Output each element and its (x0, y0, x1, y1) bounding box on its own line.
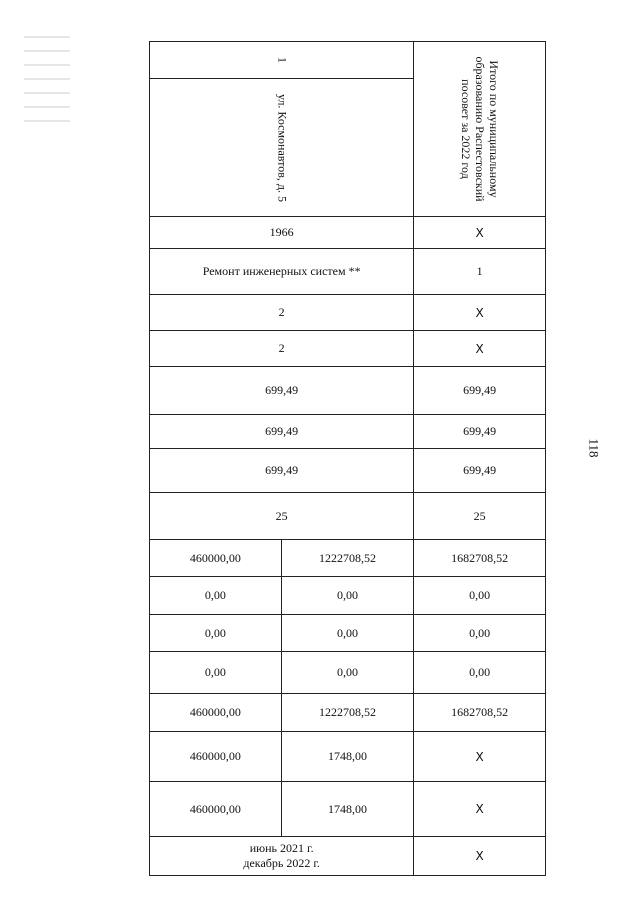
table-row (150, 449, 546, 493)
table-row (150, 493, 546, 540)
table-cell: X (414, 732, 546, 782)
table-row (150, 331, 546, 367)
address-cell (150, 79, 414, 217)
table-cell: X (414, 217, 546, 249)
table-cell: 25 (414, 493, 546, 540)
table-cell: 0,00 (414, 577, 546, 615)
table-cell: 0,00 (414, 652, 546, 694)
table-cell: 2 (150, 331, 414, 367)
table-row (150, 415, 546, 449)
table-cell: 699,49 (414, 449, 546, 493)
table-cell: 0,00 (150, 577, 282, 615)
table-row (150, 837, 546, 876)
table-cell: 699,49 (150, 415, 414, 449)
table-row (150, 652, 546, 694)
table-cell: X (414, 331, 546, 367)
table-cell: 0,00 (414, 615, 546, 652)
table-cell: 0,00 (281, 577, 414, 615)
table-row (150, 540, 546, 577)
table-cell: 0,00 (281, 652, 414, 694)
table-cell: 1682708,52 (414, 694, 546, 732)
table-cell: 699,49 (150, 367, 414, 415)
table-cell: 1222708,52 (281, 694, 414, 732)
table-cell: 0,00 (150, 615, 282, 652)
column-number: 1 (275, 57, 290, 63)
table-cell: X (414, 837, 546, 876)
table-row (150, 217, 546, 249)
table-cell: 699,49 (414, 415, 546, 449)
table-cell: 0,00 (150, 652, 282, 694)
table-row (150, 782, 546, 837)
address-text: ул. Космонавтов, д. 5 (275, 93, 290, 202)
table-row (150, 615, 546, 652)
table-cell: 1682708,52 (414, 540, 546, 577)
table-cell: 460000,00 (150, 732, 282, 782)
table-cell: 0,00 (281, 615, 414, 652)
table-header-row (150, 42, 546, 79)
total-header-text: Итого по муниципальному образованию Распестовский посовет за 2022 год (458, 56, 501, 202)
table-cell: X (414, 782, 546, 837)
page-number: 118 (586, 438, 602, 458)
column-number-cell (150, 42, 414, 79)
table-cell: 1222708,52 (281, 540, 414, 577)
scan-artifact (24, 36, 70, 148)
table-cell: 2 (150, 295, 414, 331)
table-row (150, 249, 546, 295)
table-cell: 1966 (150, 217, 414, 249)
data-table (149, 41, 546, 876)
table-cell: 25 (150, 493, 414, 540)
table-row (150, 367, 546, 415)
table-cell: 460000,00 (150, 782, 282, 837)
table-cell: 699,49 (414, 367, 546, 415)
period-cell (150, 837, 414, 876)
table-row (150, 577, 546, 615)
table-cell: 1 (414, 249, 546, 295)
table-cell: 699,49 (150, 449, 414, 493)
table-row (150, 732, 546, 782)
period-start: июнь 2021 г. (249, 841, 314, 855)
table-cell: X (414, 295, 546, 331)
table-row (150, 694, 546, 732)
table-cell: Ремонт инженерных систем ** (150, 249, 414, 295)
table-cell: 460000,00 (150, 540, 282, 577)
table-cell: 1748,00 (281, 732, 414, 782)
table-cell: 1748,00 (281, 782, 414, 837)
total-header-cell (414, 42, 546, 217)
table-cell: 460000,00 (150, 694, 282, 732)
table-row (150, 295, 546, 331)
period-end: декабрь 2022 г. (243, 856, 320, 870)
